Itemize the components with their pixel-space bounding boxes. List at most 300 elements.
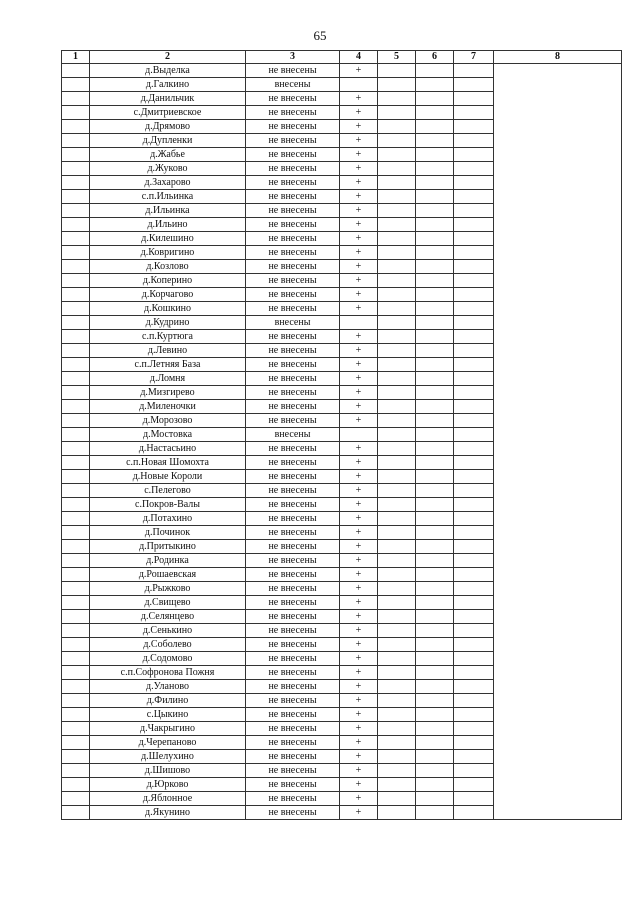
mark-cell: + [340,204,378,218]
status-cell: не внесены [246,708,340,722]
status-cell: не внесены [246,204,340,218]
settlement-name: д.Дупленки [90,134,246,148]
empty-cell-col-5 [378,610,416,624]
row-number-cell [62,498,90,512]
settlement-name: д.Потахино [90,512,246,526]
settlement-name: д.Якунино [90,806,246,820]
mark-cell [340,428,378,442]
empty-cell-col-5 [378,302,416,316]
status-cell: не внесены [246,610,340,624]
empty-cell-col-5 [378,554,416,568]
status-cell: не внесены [246,806,340,820]
status-cell: не внесены [246,694,340,708]
empty-cell-col-7 [454,316,494,330]
empty-cell-col-6 [416,778,454,792]
empty-cell-col-7 [454,582,494,596]
empty-cell-col-6 [416,470,454,484]
empty-cell-col-6 [416,624,454,638]
settlement-name: с.Пелегово [90,484,246,498]
empty-cell-col-5 [378,344,416,358]
empty-cell-col-6 [416,274,454,288]
settlement-name: с.п.Новая Шомохта [90,456,246,470]
settlement-name: с.п.Куртюга [90,330,246,344]
row-number-cell [62,792,90,806]
empty-cell-col-7 [454,526,494,540]
empty-cell-col-6 [416,652,454,666]
empty-cell-col-5 [378,120,416,134]
settlement-name: д.Сенькино [90,624,246,638]
row-number-cell [62,176,90,190]
empty-cell-col-6 [416,414,454,428]
mark-cell: + [340,456,378,470]
settlement-name: д.Чакрыгино [90,722,246,736]
status-cell: не внесены [246,792,340,806]
empty-cell-col-5 [378,176,416,190]
empty-cell-col-6 [416,666,454,680]
status-cell: не внесены [246,358,340,372]
empty-cell-col-7 [454,778,494,792]
status-cell: не внесены [246,484,340,498]
empty-cell-col-6 [416,120,454,134]
header-col-6: 6 [416,51,454,64]
empty-cell-col-5 [378,624,416,638]
empty-cell-col-6 [416,638,454,652]
empty-cell-col-6 [416,288,454,302]
settlement-name: д.Мизгирево [90,386,246,400]
mark-cell: + [340,176,378,190]
row-number-cell [62,456,90,470]
settlement-name: д.Жуково [90,162,246,176]
empty-cell-col-7 [454,456,494,470]
mark-cell: + [340,344,378,358]
settlement-name: д.Выделка [90,64,246,78]
settlement-name: д.Козлово [90,260,246,274]
row-number-cell [62,708,90,722]
status-cell: не внесены [246,512,340,526]
empty-cell-col-5 [378,680,416,694]
settlement-name: д.Настасьино [90,442,246,456]
empty-cell-col-7 [454,470,494,484]
row-number-cell [62,526,90,540]
empty-cell-col-5 [378,750,416,764]
header-col-8: 8 [494,51,622,64]
settlement-name: с.Цыкино [90,708,246,722]
row-number-cell [62,470,90,484]
empty-cell-col-5 [378,64,416,78]
settlement-name: с.п.Софронова Пожня [90,666,246,680]
row-number-cell [62,764,90,778]
row-number-cell [62,120,90,134]
empty-cell-col-7 [454,288,494,302]
row-number-cell [62,806,90,820]
status-cell: не внесены [246,302,340,316]
status-cell: не внесены [246,414,340,428]
status-cell: не внесены [246,260,340,274]
row-number-cell [62,274,90,288]
empty-cell-col-5 [378,764,416,778]
empty-cell-col-6 [416,316,454,330]
empty-cell-col-5 [378,106,416,120]
status-cell: не внесены [246,288,340,302]
status-cell: не внесены [246,582,340,596]
empty-cell-col-7 [454,204,494,218]
row-number-cell [62,750,90,764]
settlement-name: д.Миленочки [90,400,246,414]
status-cell: не внесены [246,106,340,120]
empty-cell-col-6 [416,456,454,470]
empty-cell-col-6 [416,750,454,764]
empty-cell-col-5 [378,512,416,526]
settlement-name: д.Филино [90,694,246,708]
empty-cell-col-5 [378,92,416,106]
mark-cell: + [340,498,378,512]
empty-cell-col-5 [378,190,416,204]
empty-cell-col-7 [454,78,494,92]
row-number-cell [62,778,90,792]
empty-cell-col-5 [378,260,416,274]
mark-cell: + [340,554,378,568]
empty-cell-col-5 [378,582,416,596]
empty-cell-col-7 [454,302,494,316]
status-cell: не внесены [246,274,340,288]
empty-cell-col-5 [378,78,416,92]
header-col-2: 2 [90,51,246,64]
empty-cell-col-7 [454,190,494,204]
row-number-cell [62,624,90,638]
row-number-cell [62,330,90,344]
mark-cell: + [340,274,378,288]
settlement-name: д.Дрямово [90,120,246,134]
empty-cell-col-6 [416,330,454,344]
mark-cell: + [340,120,378,134]
row-number-cell [62,554,90,568]
empty-cell-col-7 [454,232,494,246]
empty-cell-col-7 [454,428,494,442]
empty-cell-col-6 [416,344,454,358]
empty-cell-col-7 [454,106,494,120]
empty-cell-col-6 [416,260,454,274]
mark-cell: + [340,64,378,78]
empty-cell-col-6 [416,806,454,820]
empty-cell-col-7 [454,260,494,274]
row-number-cell [62,162,90,176]
mark-cell: + [340,148,378,162]
status-cell: не внесены [246,456,340,470]
mark-cell: + [340,162,378,176]
row-number-cell [62,302,90,316]
empty-cell-col-5 [378,218,416,232]
empty-cell-col-5 [378,456,416,470]
mark-cell: + [340,92,378,106]
empty-cell-col-7 [454,148,494,162]
mark-cell: + [340,442,378,456]
empty-cell-col-7 [454,92,494,106]
empty-cell-col-7 [454,134,494,148]
status-cell: не внесены [246,540,340,554]
settlement-name: д.Ильинка [90,204,246,218]
empty-cell-col-6 [416,610,454,624]
row-number-cell [62,218,90,232]
empty-cell-col-7 [454,554,494,568]
row-number-cell [62,372,90,386]
row-number-cell [62,652,90,666]
header-col-3: 3 [246,51,340,64]
empty-cell-col-6 [416,162,454,176]
status-cell: не внесены [246,470,340,484]
empty-cell-col-7 [454,442,494,456]
empty-cell-col-6 [416,526,454,540]
empty-cell-col-7 [454,652,494,666]
empty-cell-col-5 [378,708,416,722]
empty-cell-col-7 [454,596,494,610]
empty-cell-col-5 [378,694,416,708]
mark-cell: + [340,526,378,540]
settlement-name: д.Шелухино [90,750,246,764]
row-number-cell [62,610,90,624]
status-cell: не внесены [246,778,340,792]
settlement-name: д.Юрково [90,778,246,792]
mark-cell: + [340,596,378,610]
mark-cell: + [340,624,378,638]
empty-cell-col-5 [378,246,416,260]
settlement-name: д.Ломня [90,372,246,386]
empty-cell-col-5 [378,428,416,442]
empty-cell-col-6 [416,554,454,568]
mark-cell: + [340,568,378,582]
empty-cell-col-6 [416,302,454,316]
row-number-cell [62,428,90,442]
status-cell: не внесены [246,246,340,260]
status-cell: не внесены [246,764,340,778]
empty-cell-col-7 [454,498,494,512]
row-number-cell [62,386,90,400]
empty-cell-col-5 [378,652,416,666]
mark-cell: + [340,218,378,232]
header-col-1: 1 [62,51,90,64]
empty-cell-col-6 [416,190,454,204]
empty-cell-col-7 [454,414,494,428]
empty-cell-col-7 [454,610,494,624]
settlement-name: д.Шишово [90,764,246,778]
row-number-cell [62,540,90,554]
empty-cell-col-5 [378,806,416,820]
empty-cell-col-5 [378,162,416,176]
settlement-name: д.Жабье [90,148,246,162]
mark-cell: + [340,722,378,736]
empty-cell-col-6 [416,484,454,498]
settlement-name: д.Яблонное [90,792,246,806]
row-number-cell [62,414,90,428]
mark-cell: + [340,400,378,414]
header-row [62,51,622,64]
settlement-name: с.п.Летняя База [90,358,246,372]
status-cell: не внесены [246,736,340,750]
settlement-name: д.Корчагово [90,288,246,302]
empty-cell-col-5 [378,470,416,484]
notes-column-cell [494,64,622,820]
empty-cell-col-6 [416,680,454,694]
settlement-name: д.Родинка [90,554,246,568]
empty-cell-col-6 [416,176,454,190]
mark-cell: + [340,190,378,204]
settlement-name: д.Захарово [90,176,246,190]
status-cell: не внесены [246,666,340,680]
row-number-cell [62,288,90,302]
empty-cell-col-7 [454,246,494,260]
empty-cell-col-6 [416,722,454,736]
row-number-cell [62,736,90,750]
mark-cell: + [340,764,378,778]
empty-cell-col-5 [378,638,416,652]
mark-cell: + [340,106,378,120]
empty-cell-col-5 [378,442,416,456]
empty-cell-col-7 [454,540,494,554]
empty-cell-col-5 [378,526,416,540]
mark-cell: + [340,260,378,274]
table-body [62,64,622,820]
row-number-cell [62,484,90,498]
mark-cell: + [340,750,378,764]
empty-cell-col-7 [454,484,494,498]
status-cell: не внесены [246,330,340,344]
settlement-name: д.Притыкино [90,540,246,554]
settlement-name: д.Мостовка [90,428,246,442]
row-number-cell [62,666,90,680]
empty-cell-col-5 [378,288,416,302]
page-number: 65 [313,28,327,43]
row-number-cell [62,582,90,596]
empty-cell-col-5 [378,232,416,246]
empty-cell-col-5 [378,330,416,344]
mark-cell: + [340,232,378,246]
status-cell: не внесены [246,442,340,456]
mark-cell: + [340,470,378,484]
settlement-name: д.Селянцево [90,610,246,624]
mark-cell: + [340,792,378,806]
settlement-name: с.Дмитриевское [90,106,246,120]
empty-cell-col-6 [416,498,454,512]
settlement-name: д.Новые Короли [90,470,246,484]
status-cell: не внесены [246,190,340,204]
empty-cell-col-6 [416,568,454,582]
empty-cell-col-5 [378,274,416,288]
settlement-name: д.Кошкино [90,302,246,316]
empty-cell-col-7 [454,568,494,582]
status-cell: не внесены [246,652,340,666]
empty-cell-col-7 [454,64,494,78]
settlement-name: д.Ильино [90,218,246,232]
mark-cell: + [340,540,378,554]
row-number-cell [62,680,90,694]
row-number-cell [62,316,90,330]
empty-cell-col-5 [378,358,416,372]
empty-cell-col-5 [378,722,416,736]
empty-cell-col-5 [378,596,416,610]
settlement-name: д.Рошаевская [90,568,246,582]
status-cell: не внесены [246,344,340,358]
row-number-cell [62,638,90,652]
mark-cell: + [340,512,378,526]
empty-cell-col-7 [454,274,494,288]
empty-cell-col-6 [416,92,454,106]
empty-cell-col-7 [454,358,494,372]
status-cell: не внесены [246,568,340,582]
empty-cell-col-6 [416,78,454,92]
row-number-cell [62,442,90,456]
status-cell: не внесены [246,386,340,400]
row-number-cell [62,568,90,582]
mark-cell: + [340,414,378,428]
status-cell: не внесены [246,148,340,162]
empty-cell-col-5 [378,666,416,680]
row-number-cell [62,694,90,708]
settlement-name: д.Данильчик [90,92,246,106]
row-number-cell [62,204,90,218]
empty-cell-col-7 [454,120,494,134]
row-number-cell [62,106,90,120]
settlement-name: д.Ковригино [90,246,246,260]
empty-cell-col-6 [416,358,454,372]
settlement-name: д.Уланово [90,680,246,694]
empty-cell-col-7 [454,330,494,344]
settlement-name: д.Починок [90,526,246,540]
empty-cell-col-6 [416,694,454,708]
mark-cell: + [340,246,378,260]
row-number-cell [62,344,90,358]
empty-cell-col-5 [378,540,416,554]
empty-cell-col-5 [378,316,416,330]
empty-cell-col-6 [416,764,454,778]
empty-cell-col-5 [378,372,416,386]
empty-cell-col-6 [416,442,454,456]
empty-cell-col-5 [378,792,416,806]
empty-cell-col-7 [454,512,494,526]
status-cell: не внесены [246,120,340,134]
empty-cell-col-7 [454,162,494,176]
empty-cell-col-6 [416,512,454,526]
empty-cell-col-7 [454,792,494,806]
settlement-name: с.п.Ильинка [90,190,246,204]
table-row [62,64,622,78]
status-cell: не внесены [246,722,340,736]
status-cell: не внесены [246,554,340,568]
mark-cell [340,78,378,92]
mark-cell: + [340,736,378,750]
row-number-cell [62,512,90,526]
row-number-cell [62,358,90,372]
mark-cell: + [340,288,378,302]
empty-cell-col-6 [416,708,454,722]
status-cell: внесены [246,78,340,92]
row-number-cell [62,596,90,610]
empty-cell-col-7 [454,386,494,400]
empty-cell-col-7 [454,666,494,680]
header-col-4: 4 [340,51,378,64]
status-cell: не внесены [246,218,340,232]
settlement-name: д.Содомово [90,652,246,666]
status-cell: не внесены [246,400,340,414]
empty-cell-col-5 [378,134,416,148]
empty-cell-col-6 [416,134,454,148]
empty-cell-col-6 [416,736,454,750]
mark-cell [340,316,378,330]
empty-cell-col-7 [454,344,494,358]
empty-cell-col-5 [378,736,416,750]
empty-cell-col-6 [416,540,454,554]
settlement-name: с.Покров-Валы [90,498,246,512]
mark-cell: + [340,666,378,680]
row-number-cell [62,64,90,78]
